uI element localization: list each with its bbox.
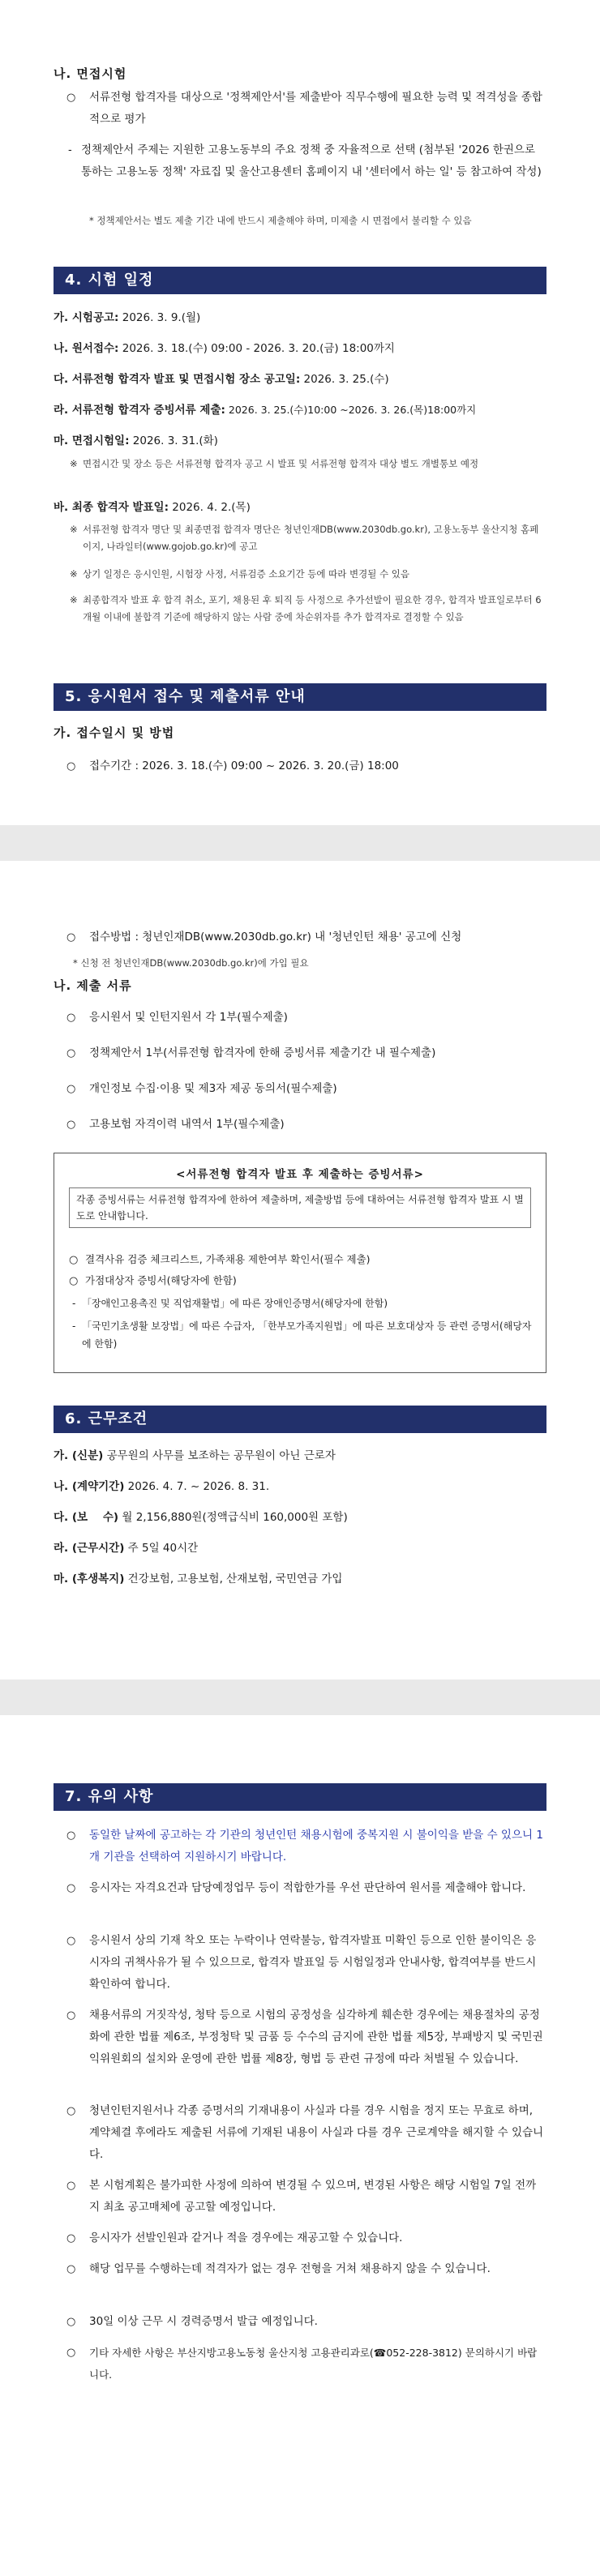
reference-mark-icon: ※ <box>70 594 78 605</box>
caution-3: 응시원서 상의 기재 착오 또는 누락이나 연락불능, 합격자발표 미확인 등으로 인한 불이익은 응시자의 귀책사유가 될 수 있으므로, 합격자 발표일 등 시험일정과 안내사항, 합격여부를 반드시 확인하여 합니다. <box>89 1934 537 1991</box>
work-period: 나. (계약기간) 2026. 4. 7. ~ 2026. 8. 31. <box>54 1480 270 1493</box>
bullet-circle-icon: ○ <box>69 1275 79 1287</box>
schedule-doc-result: 다. 서류전형 합격자 발표 및 면접시험 장소 공고일: 2026. 3. 25.(수) <box>54 373 389 386</box>
schedule-final: 바. 최종 합격자 발표일: 2026. 4. 2.(목) <box>54 501 251 514</box>
caution-2: 응시자는 자격요건과 담당예정업무 등이 적합한가를 우선 판단하여 원서를 제출해야 합니다. <box>89 1881 526 1894</box>
bullet-circle-icon: ○ <box>66 1935 76 1947</box>
bullet-circle-icon: ○ <box>66 2232 76 2244</box>
work-hours: 라. (근무시간) 주 5일 40시간 <box>54 1542 199 1555</box>
final-note-2: ※ 상기 일정은 응시인원, 시험장 사정, 서류검증 소요기간 등에 따라 변경될 수 있음 <box>70 566 546 583</box>
proof-subitem-2: - 「국민기초생활 보장법」에 따른 수급자, 「한부모가족지원법」에 따른 보호대상자 등 관련 증명서(해당자에 한함) <box>72 1317 539 1353</box>
schedule-proof-submit: 라. 서류전형 합격자 증빙서류 제출: 2026. 3. 25.(수)10:00 ~2026. 3. 26.(목)18:00까지 <box>54 404 477 417</box>
reference-mark-icon: ※ <box>70 524 78 535</box>
interview-item-2: 정책제안서 주제는 지원한 고용노동부의 주요 정책 중 자율적으로 선택 (첨부된 '2026 한권으로 통하는 고용노동 정책' 자료집 및 울산고용센터 홈페이지 내 '센터에서 하는 일' 등 참고하여 작성) <box>81 143 542 178</box>
bullet-circle-icon: ○ <box>66 2347 76 2359</box>
interview-item-1: 서류전형 합격자를 대상으로 '정책제안서'를 제출받아 직무수행에 필요한 능력 및 적격성을 종합적으로 평가 <box>89 91 542 126</box>
bullet-circle-icon: ○ <box>66 2263 76 2275</box>
caution-8: 해당 업무를 수행하는데 적격자가 없는 경우 전형을 거쳐 채용하지 않을 수 있습니다. <box>89 2262 491 2275</box>
final-note-1: ※ 서류전형 합격자 명단 및 최종면접 합격자 명단은 청년인재DB(www.2030db.go.kr), 고용노동부 울산지청 홈페이지, 나라일터(www.gojob.go.kr)에 공고 <box>70 521 546 555</box>
section-7-header: 7. 유의 사항 <box>54 1783 546 1811</box>
proof-item-1: 결격사유 검증 체크리스트, 가족채용 제한여부 확인서(필수 제출) <box>85 1253 371 1265</box>
interview-heading: 나. 면접시험 <box>54 66 127 81</box>
caution-10: 기타 자세한 사항은 부산지방고용노동청 울산지청 고용관리과로(☎052-228-3812) 문의하시기 바랍니다. <box>89 2347 538 2381</box>
document-page-2 <box>0 861 600 1680</box>
dash-icon: - <box>72 1298 76 1309</box>
caution-5: 청년인턴지원서나 각종 증명서의 기재내용이 사실과 다를 경우 시험을 정지 또는 무효로 하며, 계약체결 후에라도 제출된 서류에 기재된 내용이 사실과 다를 경우 근로계약을 해지할 수 있습니다. <box>89 2104 544 2161</box>
proof-box-notice: 각종 증빙서류는 서류전형 합격자에 한하여 제출하며, 제출방법 등에 대하여는 서류전형 합격자 발표 시 별도로 안내합니다. <box>69 1187 531 1228</box>
document-page-1 <box>0 0 600 825</box>
bullet-circle-icon: ○ <box>69 1254 79 1266</box>
bullet-circle-icon: ○ <box>66 1083 76 1095</box>
bullet-circle-icon: ○ <box>66 760 76 772</box>
proof-subitem-1: - 「장애인고용촉진 및 직업재활법」에 따른 장애인증명서(해당자에 한함) <box>72 1294 539 1312</box>
work-status: 가. (신분) 공무원의 사무를 보조하는 공무원이 아닌 근로자 <box>54 1449 336 1462</box>
section-4-header: 4. 시험 일정 <box>54 267 546 294</box>
bullet-circle-icon: ○ <box>66 92 76 104</box>
section-5-header: 5. 응시원서 접수 및 제출서류 안내 <box>54 683 546 711</box>
receipt-period: 접수기간 : 2026. 3. 18.(수) 09:00 ~ 2026. 3. 20.(금) 18:00 <box>89 760 399 772</box>
section-6-header: 6. 근무조건 <box>54 1406 546 1433</box>
receipt-method: 접수방법 : 청년인재DB(www.2030db.go.kr) 내 '청년인턴 채용' 공고에 신청 <box>89 931 462 944</box>
bullet-circle-icon: ○ <box>66 2180 76 2192</box>
reference-mark-icon: ※ <box>70 458 78 469</box>
proof-item-2: 가점대상자 증빙서(해당자에 한함) <box>85 1274 237 1286</box>
schedule-notice: 가. 시험공고: 2026. 3. 9.(월) <box>54 311 201 324</box>
bullet-circle-icon: ○ <box>66 2316 76 2328</box>
proof-documents-box <box>54 1153 546 1373</box>
caution-7: 응시자가 선발인원과 같거나 적을 경우에는 재공고할 수 있습니다. <box>89 2232 403 2244</box>
bullet-circle-icon: ○ <box>66 2105 76 2117</box>
bullet-dash-icon: - <box>68 144 72 156</box>
caution-9: 30일 이상 근무 시 경력증명서 발급 예정입니다. <box>89 2315 318 2328</box>
final-note-3: ※ 최종합격자 발표 후 합격 취소, 포기, 채용된 후 퇴직 등 사정으로 추가선발이 필요한 경우, 합격자 발표일로부터 6개월 이내에 불합격 기준에 해당하지 않는 사람 중에 차순위자를 추가 합격자로 결정할 수 있음 <box>70 592 546 626</box>
bullet-circle-icon: ○ <box>66 1012 76 1024</box>
bullet-circle-icon: ○ <box>66 2009 76 2022</box>
receipt-method-note: * 신청 전 청년인재DB(www.2030db.go.kr)에 가입 필요 <box>73 957 309 969</box>
schedule-application: 나. 원서접수: 2026. 3. 18.(수) 09:00 - 2026. 3. 20.(금) 18:00까지 <box>54 342 395 355</box>
document-item-2: 정책제안서 1부(서류전형 합격자에 한해 증빙서류 제출기간 내 필수제출) <box>89 1046 436 1059</box>
interview-note: * 정책제안서는 별도 제출 기간 내에 반드시 제출해야 하며, 미제출 시 면접에서 불리할 수 있음 <box>89 215 472 226</box>
caution-6: 본 시험계획은 불가피한 사정에 의하여 변경될 수 있으며, 변경된 사항은 해당 시험일 7일 전까지 최초 공고매체에 공고할 예정입니다. <box>89 2179 537 2214</box>
caution-1: 동일한 날짜에 공고하는 각 기관의 청년인턴 채용시험에 중복지원 시 불이익을 받을 수 있으니 1개 기관을 선택하여 지원하시기 바랍니다. <box>89 1829 543 1864</box>
document-item-3: 개인정보 수집·이용 및 제3자 제공 동의서(필수제출) <box>89 1082 337 1095</box>
work-welfare: 마. (후생복지) 건강보험, 고용보험, 산재보험, 국민연금 가입 <box>54 1573 343 1585</box>
bullet-circle-icon: ○ <box>66 1119 76 1131</box>
work-pay: 다. (보 수) 월 2,156,880원(정액급식비 160,000원 포함) <box>54 1511 348 1524</box>
document-item-4: 고용보험 자격이력 내역서 1부(필수제출) <box>89 1118 285 1131</box>
document-page-3 <box>0 1715 600 2576</box>
schedule-interview-note: ※ 면접시간 및 장소 등은 서류전형 합격자 공고 시 발표 및 서류전형 합격자 대상 별도 개별통보 예정 <box>70 456 546 473</box>
caution-4: 채용서류의 거짓작성, 청탁 등으로 시험의 공정성을 심각하게 훼손한 경우에는 채용절차의 공정화에 관한 법률 제6조, 부정청탁 및 금품 등 수수의 금지에 관한 법률 제5장, 부패방지 및 국민권익위원회의 설치와 운영에 관한 법률 제8장, 형법 등 관련 규정에 따라 처벌될 수 있습니다. <box>89 2009 543 2065</box>
document-item-1: 응시원서 및 인턴지원서 각 1부(필수제출) <box>89 1011 288 1024</box>
bullet-circle-icon: ○ <box>66 1047 76 1059</box>
schedule-interview: 마. 면접시험일: 2026. 3. 31.(화) <box>54 434 218 447</box>
proof-box-title: <서류전형 합격자 발표 후 제출하는 증빙서류> <box>176 1168 424 1181</box>
documents-heading: 나. 제출 서류 <box>54 978 132 993</box>
dash-icon: - <box>72 1320 76 1332</box>
bullet-circle-icon: ○ <box>66 1829 76 1842</box>
reference-mark-icon: ※ <box>70 568 78 580</box>
receipt-heading: 가. 접수일시 및 방법 <box>54 725 175 740</box>
bullet-circle-icon: ○ <box>66 1882 76 1894</box>
bullet-circle-icon: ○ <box>66 931 76 944</box>
